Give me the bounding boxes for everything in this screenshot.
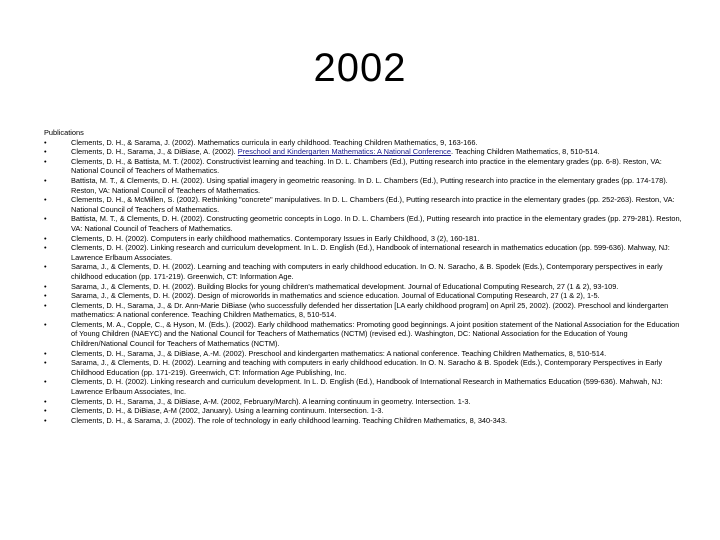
- reference-item: [44, 147, 684, 157]
- reference-item: [44, 377, 684, 396]
- reference-text: Battista, M. T., & Clements, D. H. (2002). Constructing geometric concepts in Logo. In D. L. Chambers (Ed.), Putting research into practice in the elementary grades (pp. 279-281). Reston, VA: National Council of Teachers of Mathematics.: [71, 214, 682, 233]
- reference-text: Clements, D. H., Sarama, J., & DiBiase, A.-M. (2002). Preschool and kindergarten mathematics: A national conference. Teaching Children Mathematics, 8, 510-514.: [71, 348, 607, 358]
- reference-text: Battista, M. T., & Clements, D. H. (2002). Using spatial imagery in geometric reasoning. In D. L. Chambers (Ed.), Putting research into practice in the elementary grades (pp. 174-178). Reston, VA: National Council of Teachers of Mathematics.: [71, 175, 668, 195]
- reference-text: Sarama, J., & Clements, D. H. (2002). Building Blocks for young children's mathematical development. Journal of Educational Computing Research, 27 (1 & 2), 93-109.: [71, 281, 619, 291]
- reference-item: [44, 349, 684, 359]
- reference-text: Clements, D. H. (2002). Computers in early childhood mathematics. Contemporary Issues in Early Childhood, 3 (2), 160-181.: [71, 233, 480, 243]
- reference-item: [44, 282, 684, 292]
- reference-item: [44, 416, 684, 426]
- reference-link[interactable]: Preschool and Kindergarten Mathematics: A National Conference: [237, 147, 451, 157]
- reference-item: [44, 320, 684, 349]
- reference-list: [44, 138, 684, 426]
- reference-text: Sarama, J., & Clements, D. H. (2002). Learning and teaching with computers in early childhood education. In O. N. Saracho & B. Spodek (Eds.), Contemporary Perspectives in Early Childhood Education (pp. 171-219). Greenwich, CT: Information Age Publishing, Inc.: [71, 358, 663, 377]
- slide-content: [44, 128, 684, 425]
- reference-item: [44, 406, 684, 416]
- section-heading: Publications: [44, 128, 84, 137]
- reference-text: Clements, D. H. (2002). Linking research and curriculum development. In L. D. English (Ed.), Handbook of international research in mathematics education (pp. 599-636). Mahway, NJ: Lawrence Erlbaum Associates.: [71, 243, 670, 262]
- reference-text: Sarama, J., & Clements, D. H. (2002). Learning and teaching with computers in early childhood education. In O. N. Saracho, & B. Spodek (Eds.), Contemporary perspectives in early childhood education (pp. 171-219). Greenwich, CT: Information Age.: [71, 262, 663, 281]
- reference-item: [44, 301, 684, 320]
- reference-text: . Teaching Children Mathematics, 8, 510-514.: [451, 147, 600, 157]
- reference-item: [44, 291, 684, 301]
- reference-item: [44, 214, 684, 233]
- reference-item: [44, 397, 684, 407]
- reference-text: Clements, D. H., & McMillen, S. (2002). Rethinking "concrete" manipulatives. In D. L. Chambers (Ed.), Putting research into practice in the elementary grades (pp. 252-263). Reston, VA: National Council of Teachers of Mathematics.: [71, 195, 675, 214]
- reference-text: Clements, D. H., Sarama, J., & DiBiase, A-M. (2002, February/March). A learning continuum in geometry. Intersection. 1-3.: [71, 396, 471, 406]
- slide-title: 2002: [313, 46, 407, 90]
- reference-text: Clements, M. A., Copple, C., & Hyson, M. (Eds.). (2002). Early childhood mathematics: Promoting good beginnings. A joint position statement of the National Association for the Education of Young Children (NAEYC) and the National Council for Teachers of Mathematics (NCTM) (revised ed.). Washington, DC: National Association for the Education of Young Children/National Council for Teachers of Mathematics (NCTM).: [71, 319, 680, 349]
- reference-text: Clements, D. H., & DiBiase, A-M (2002, January). Using a learning continuum. Intersection. 1-3.: [71, 406, 384, 416]
- reference-text: Clements, D. H., & Sarama, J. (2002). Mathematics curricula in early childhood. Teaching Children Mathematics, 9, 163-166.: [71, 137, 478, 147]
- reference-text: Clements, D. H. (2002). Linking research and curriculum development. In L. D. English (Ed.), Handbook of International Research in Mathematics Education (599-636). Mahwah, NJ: Lawrence Erlbaum Associates, Inc.: [71, 377, 663, 397]
- reference-item: [44, 358, 684, 377]
- reference-item: [44, 262, 684, 281]
- reference-item: [44, 138, 684, 148]
- reference-text: Clements, D. H., Sarama, J., & Dr. Ann-Marie DiBiase (who successfully defended her dissertation [LA early childhood program] on April 25, 2002). (2002). Preschool and kindergarten mathematics: A national conference. Teaching Children Mathematics, 8, 510-514.: [71, 300, 669, 320]
- reference-text: Clements, D. H., & Battista, M. T. (2002). Constructivist learning and teaching. In D. L. Chambers (Ed.), Putting research into practice in the elementary grades (pp. 6-8). Reston, VA: National Council of Teachers of Mathematics.: [71, 156, 662, 176]
- reference-item: [44, 157, 684, 176]
- reference-item: [44, 243, 684, 262]
- reference-text: Clements, D. H., Sarama, J., & DiBiase, A. (2002).: [71, 147, 238, 157]
- reference-item: [44, 176, 684, 195]
- reference-item: [44, 234, 684, 244]
- reference-text: Sarama, J., & Clements, D. H. (2002). Design of microworlds in mathematics and science education. Journal of Educational Computing Research, 27 (1 & 2), 1-5.: [71, 291, 600, 301]
- reference-text: Clements, D. H., & Sarama, J. (2002). The role of technology in early childhood learning. Teaching Children Mathematics, 8, 340-343.: [71, 415, 508, 425]
- reference-item: [44, 195, 684, 214]
